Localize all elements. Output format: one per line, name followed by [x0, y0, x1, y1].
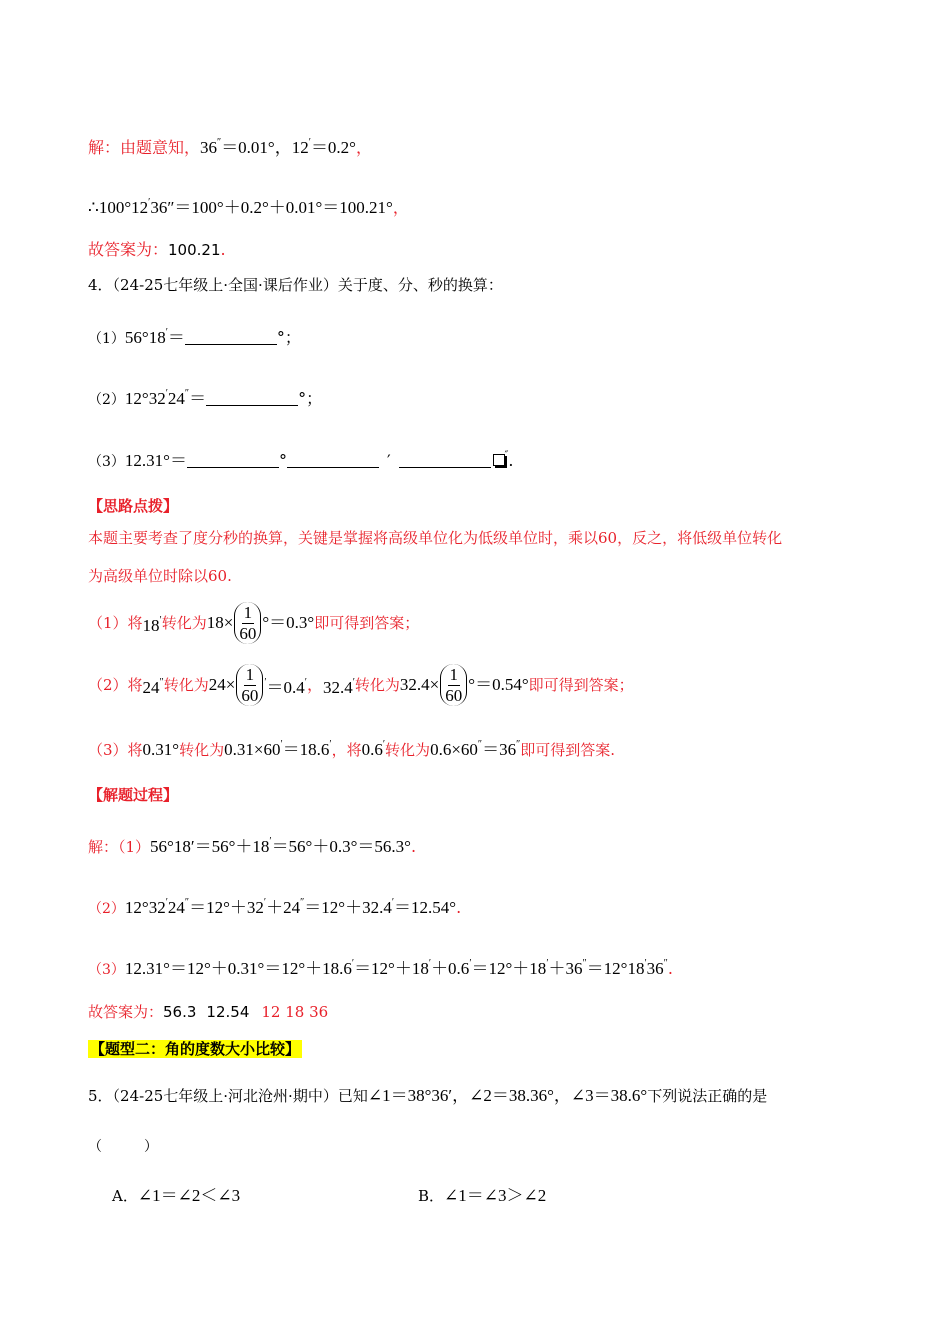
therefore-symbol: ∴ — [88, 198, 99, 217]
fraction-paren — [440, 664, 467, 706]
punct: . — [220, 240, 226, 259]
punct: ， — [306, 675, 323, 694]
math-part: ＝18.6 — [282, 740, 330, 759]
fraction — [239, 603, 256, 644]
math-part: ′＝0.4′ — [264, 676, 307, 697]
hint-title: 【思路点拨】 — [88, 497, 179, 515]
math-part: 0.31×60′＝18.6′ — [224, 739, 332, 759]
fraction-paren — [236, 664, 263, 706]
solution-label: 解：由题意知， — [88, 138, 201, 157]
math-part: 0.6×60 — [430, 740, 478, 759]
math-part: ＝12°18 — [586, 959, 645, 978]
math-part: 12.31°＝12°＋0.31°＝12°＋18.6′＝12°＋18′＋0.6′＝12°＋18′＋36″＝12°18′36″ — [124, 958, 668, 978]
math-part: 32.4 — [322, 677, 353, 697]
math-part: 100°12 — [98, 198, 149, 217]
unit: ° — [278, 451, 287, 470]
punct: . — [667, 959, 673, 978]
question-5 — [88, 1085, 767, 1107]
math-part: 24× — [208, 675, 236, 694]
math-part: 12.31°＝12°＋0.31°＝12°＋18.6 — [124, 959, 352, 978]
hint-text: 即可得到答案； — [314, 614, 420, 632]
answer-value: 56.3 — [163, 1003, 197, 1021]
option-a[interactable] — [112, 1185, 240, 1207]
answer-value: 12.54 — [206, 1003, 250, 1021]
process-line-3 — [88, 953, 673, 981]
hint-text: 转化为 — [385, 741, 431, 759]
math-part: 18× — [206, 613, 234, 632]
unit: °； — [298, 389, 323, 408]
hint-text: 转化为 — [163, 676, 209, 694]
math-part: 0.6×60″＝36″ — [430, 739, 521, 759]
question-text: 关于度、分、秒的换算： — [337, 276, 503, 294]
math-part: 24″ — [142, 676, 164, 697]
math-expr: ∴100°12′36″＝100°＋0.2°＋0.01°＝100.21° — [88, 197, 393, 217]
punct: . — [508, 451, 514, 470]
answer-paren: （ ） — [88, 1139, 158, 1155]
question-4 — [88, 274, 503, 296]
answer-blank[interactable] — [287, 453, 379, 468]
fraction — [445, 665, 462, 706]
math-part: 24 — [142, 677, 160, 697]
math-part: ＝0.2° — [310, 138, 356, 157]
fraction-denominator: 60 — [445, 686, 463, 705]
hint-text: 转化为 — [161, 614, 207, 632]
math-expr: 36″＝0.01°，12′＝0.2° — [200, 137, 356, 157]
math-part: 0.6′ — [361, 739, 386, 759]
math-part: 24 — [167, 389, 185, 408]
math-part: 32.4′ — [322, 676, 355, 697]
fraction-denominator: 60 — [239, 624, 257, 643]
question-source: （24-25七年级上·河北沧州·期中） — [112, 1087, 338, 1105]
box-glyph-icon — [493, 454, 505, 466]
fraction — [241, 665, 258, 706]
math-part: 0.31° — [142, 740, 180, 759]
answer-value: 100.21 — [168, 241, 221, 259]
math-part: ＝12°＋32.4 — [304, 898, 392, 917]
math-part: ＝ — [167, 328, 185, 347]
question-4-part-3: （3）12.31°＝ ° ′ ″. — [88, 450, 514, 470]
fraction-numerator: 1 — [449, 665, 459, 684]
math-part: °＝0.3° — [262, 613, 315, 632]
hint-label: （1）将 — [88, 614, 143, 632]
section-heading — [88, 1038, 302, 1060]
answer-label: 故答案为： — [88, 240, 169, 259]
math-expr: 12°32′24″＝ — [124, 388, 207, 408]
math-part: 12°32 — [124, 389, 166, 408]
math-part: ＝0.01°， — [221, 138, 292, 157]
answer-blank[interactable] — [185, 330, 277, 345]
process-label: （2） — [88, 901, 125, 917]
math-part: 0.31×60 — [224, 740, 281, 759]
hint-text: 转化为 — [354, 676, 400, 694]
math-part: ＋0.6 — [431, 959, 470, 978]
answer-line-1 — [88, 239, 226, 261]
math-part: ＝0.4 — [266, 677, 305, 697]
math-part: 36 — [200, 138, 218, 157]
math-expr: 56°18′＝ — [124, 327, 185, 347]
math-part: ＝36 — [482, 740, 517, 759]
answer-value: 12 18 36 — [261, 1003, 329, 1021]
process-label: （3） — [88, 962, 125, 978]
math-part: 36″＝100°＋0.2°＋0.01°＝100.21° — [150, 198, 393, 217]
fraction-numerator: 1 — [245, 665, 255, 684]
question-text: 下列说法正确的是 — [647, 1087, 768, 1105]
hint-line-2 — [88, 662, 634, 708]
hint-text: ，将 — [331, 741, 362, 759]
math-part: 56°18 — [124, 328, 166, 347]
process-line-1 — [88, 831, 416, 858]
hint-line-1 — [88, 600, 419, 646]
fraction-paren — [234, 602, 261, 644]
process-title: 【解题过程】 — [88, 786, 179, 804]
math-part: 18′ — [142, 614, 162, 635]
math-part: 18 — [142, 615, 160, 635]
question-source: （24-25七年级上·全国·课后作业） — [112, 276, 338, 294]
section-title: 【题型二：角的度数大小比较】 — [90, 1040, 301, 1058]
fraction-denominator: 60 — [241, 686, 259, 705]
answer-blank[interactable] — [187, 453, 279, 468]
unit: ′ — [386, 451, 391, 470]
question-4-part-2 — [88, 383, 322, 411]
math-part: 0.6 — [361, 740, 383, 759]
question-number: 5． — [88, 1087, 113, 1105]
math-part: 12°32 — [124, 898, 166, 917]
math-part: ＝ — [189, 389, 207, 408]
punct: . — [410, 837, 417, 856]
process-line-2 — [88, 892, 461, 920]
part-label: （2） — [88, 392, 125, 408]
math-part: ∠1＝38°36′，∠2＝38.36°，∠3＝38.6° — [367, 1086, 648, 1105]
question-4-part-1 — [88, 322, 301, 350]
math-part: 56°18′＝56°＋18′＝56°＋0.3°＝56.3° — [150, 836, 411, 856]
fraction-numerator: 1 — [243, 603, 253, 622]
math-part: 12°32′24″＝12°＋32′＋24″＝12°＋32.4′＝12.54° — [124, 897, 457, 917]
solution-line-1 — [88, 132, 372, 159]
punct: ， — [356, 138, 373, 157]
hint-text-1: 本题主要考查了度分秒的换算，关键是掌握将高级单位化为低级单位时，乘以60，反之，将低级单位转化 — [88, 529, 783, 547]
math-part: 24 — [167, 898, 185, 917]
math-part: 32.4× — [399, 675, 440, 694]
math-part: 56°18′＝56°＋18 — [150, 837, 270, 856]
hint-text-2: 为高级单位时除以60. — [88, 567, 232, 585]
question-text: 已知 — [337, 1087, 368, 1105]
hint-text: 即可得到答案. — [520, 741, 616, 759]
math-part: ＝12°＋32 — [189, 898, 264, 917]
option-text: ∠1＝∠2＜∠3 — [137, 1186, 241, 1205]
option-label: A． — [112, 1187, 138, 1205]
math-part: ＝56°＋0.3°＝56.3° — [271, 837, 411, 856]
part-label: （1） — [88, 331, 125, 347]
option-text: ∠1＝∠3＞∠2 — [444, 1186, 547, 1205]
math-part: ＝12°＋18 — [471, 959, 547, 978]
answer-blank[interactable] — [206, 391, 298, 406]
punct: ， — [392, 198, 409, 217]
option-b[interactable] — [418, 1185, 546, 1207]
hint-label: （3）将 — [88, 741, 143, 759]
math-part: ＋24 — [266, 898, 301, 917]
process-label: 解：（1） — [88, 838, 151, 856]
solution-line-2 — [88, 192, 409, 219]
hint-line-3 — [88, 734, 615, 761]
part-label: （3） — [88, 454, 125, 470]
math-part: ＋36 — [548, 959, 583, 978]
hint-text: 即可得到答案； — [528, 676, 634, 694]
answer-blank[interactable] — [399, 453, 491, 468]
math-part: 12.31°＝ — [124, 451, 187, 470]
unit: °； — [276, 328, 301, 347]
answer-line-2 — [88, 1001, 328, 1023]
math-part: ＝12°＋18 — [354, 959, 429, 978]
math-part: °＝0.54° — [468, 675, 529, 694]
question-number: 4． — [88, 276, 113, 294]
answer-label: 故答案为： — [88, 1003, 164, 1021]
hint-text: 转化为 — [179, 741, 225, 759]
math-part: ＝12.54° — [394, 898, 457, 917]
hint-label: （2）将 — [88, 676, 143, 694]
punct: . — [456, 898, 462, 917]
math-part: 12 — [291, 138, 309, 157]
math-part: 36 — [646, 959, 664, 978]
option-label: B． — [418, 1187, 445, 1205]
